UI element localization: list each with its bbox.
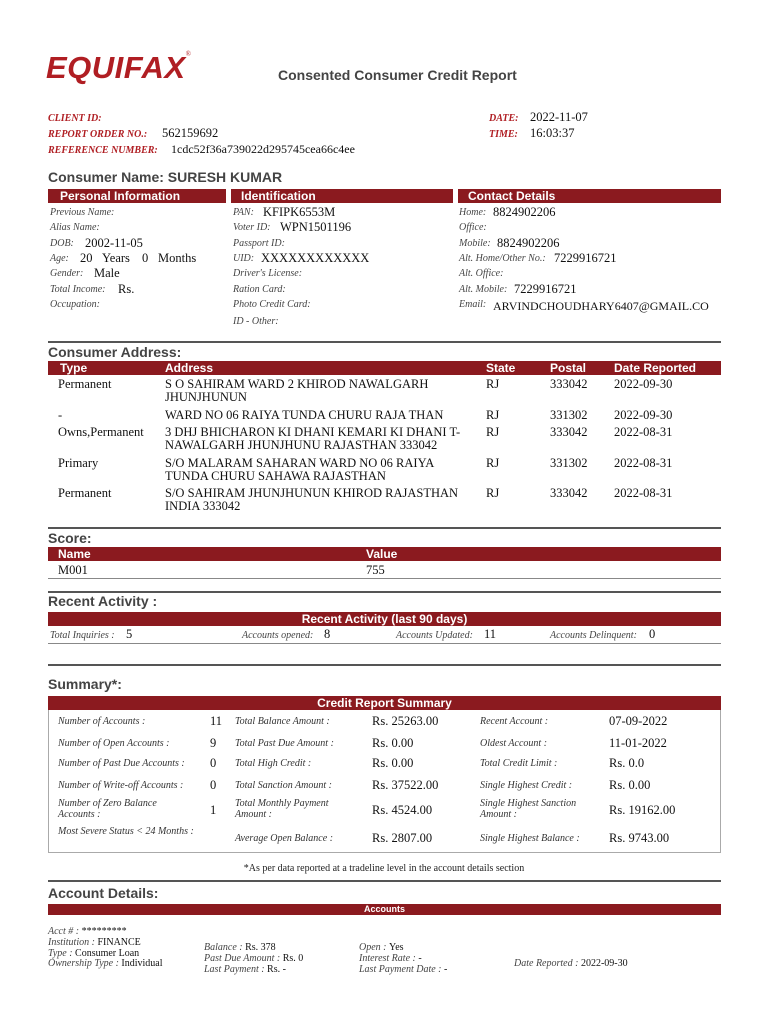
address-col-type: Type xyxy=(60,361,88,375)
open-row xyxy=(359,942,404,953)
summary-value: 07-09-2022 xyxy=(609,714,668,728)
alt-mobile-label: Alt. Mobile: xyxy=(459,284,508,295)
past-due-label: Past Due Amount : xyxy=(204,953,281,964)
previous-name-label: Previous Name: xyxy=(50,207,115,218)
address-date: 2022-09-30 xyxy=(614,377,673,391)
summary-label: Total Monthly Payment Amount : xyxy=(235,798,329,820)
score-table-header xyxy=(48,547,721,561)
summary-divider xyxy=(48,664,721,666)
summary-label: Single Highest Credit : xyxy=(480,780,573,791)
address-line2: JHUNJHUNUN xyxy=(165,390,247,404)
date-reported-label: Date Reported : xyxy=(514,958,579,969)
summary-value: Rs. 0.00 xyxy=(372,736,414,750)
report-order-label: REPORT ORDER NO.: xyxy=(48,129,148,140)
income-label: Total Income: xyxy=(50,284,106,295)
address-date: 2022-08-31 xyxy=(614,425,673,439)
gender-label: Gender: xyxy=(50,268,84,279)
summary-label: Number of Accounts : xyxy=(58,716,146,727)
address-type: - xyxy=(58,408,63,422)
date-reported-value: 2022-09-30 xyxy=(580,958,628,969)
score-name: M001 xyxy=(58,563,88,577)
report-title: Consented Consumer Credit Report xyxy=(278,67,517,83)
interest-rate-row xyxy=(359,953,422,964)
score-title: Score: xyxy=(48,530,92,546)
age-months: 0 xyxy=(142,251,149,265)
consumer-name: Consumer Name: SURESH KUMAR xyxy=(48,169,283,185)
summary-value: Rs. 0.00 xyxy=(609,778,651,792)
home-label: Home: xyxy=(459,207,487,218)
personal-info-header xyxy=(48,189,226,203)
accounts-updated-value: 11 xyxy=(484,627,497,641)
summary-footnote: *As per data reported at a tradeline level in the account details section xyxy=(243,863,525,874)
summary-value: Rs. 0.0 xyxy=(609,756,645,770)
address-divider xyxy=(48,341,721,343)
address-title: Consumer Address: xyxy=(48,344,182,360)
uid-value: XXXXXXXXXXXX xyxy=(261,251,370,265)
address-postal: 333042 xyxy=(550,486,588,500)
gender-value: Male xyxy=(94,266,120,280)
address-line1: 3 DHJ BHICHARON KI DHANI KEMARI KI DHANI T- xyxy=(165,425,461,439)
accounts-opened-label: Accounts opened: xyxy=(242,630,314,641)
summary-value: 1 xyxy=(210,803,217,817)
interest-rate-value: - xyxy=(418,953,422,964)
age-label: Age: xyxy=(50,253,69,264)
months-word: Months xyxy=(158,251,197,265)
drivers-license-label: Driver's License: xyxy=(233,268,303,279)
identification-title: Identification xyxy=(241,189,316,203)
table-row xyxy=(48,456,721,486)
past-due-value: Rs. 0 xyxy=(282,953,304,964)
summary-value: 0 xyxy=(210,756,217,770)
past-due-row xyxy=(204,953,303,964)
voter-id-value: WPN1501196 xyxy=(280,220,352,234)
uid-label: UID: xyxy=(233,253,255,264)
summary-label: Total Balance Amount : xyxy=(235,716,330,727)
address-postal: 333042 xyxy=(550,425,588,439)
address-state: RJ xyxy=(486,456,500,470)
summary-value: Rs. 37522.00 xyxy=(372,778,439,792)
address-postal: 331302 xyxy=(550,408,588,422)
summary-title: Summary*: xyxy=(48,676,122,692)
address-table-header xyxy=(48,361,721,375)
reference-label: REFERENCE NUMBER: xyxy=(48,145,158,156)
recent-activity-bar-label: Recent Activity (last 90 days) xyxy=(301,612,468,626)
age-years: 20 xyxy=(80,251,93,265)
years-word: Years xyxy=(102,251,130,265)
address-line2: TUNDA CHURU SAHAWA RAJASTHAN xyxy=(165,469,386,483)
email-label: Email: xyxy=(459,299,487,310)
alt-office-label: Alt. Office: xyxy=(459,268,504,279)
address-postal: 331302 xyxy=(550,456,588,470)
ration-card-label: Ration Card: xyxy=(233,284,286,295)
recent-activity-bar xyxy=(48,612,721,626)
address-type: Primary xyxy=(58,456,99,470)
alias-name-label: Alias Name: xyxy=(50,222,100,233)
voter-id-label: Voter ID: xyxy=(233,222,271,233)
alt-home-label: Alt. Home/Other No.: xyxy=(459,253,546,264)
summary-bar xyxy=(48,696,721,710)
passport-label: Passport ID: xyxy=(233,238,285,249)
mobile-value: 8824902206 xyxy=(497,236,560,250)
office-label: Office: xyxy=(459,222,487,233)
personal-info-title: Personal Information xyxy=(60,189,181,203)
balance-row xyxy=(204,942,276,953)
address-date: 2022-09-30 xyxy=(614,408,673,422)
occupation-label: Occupation: xyxy=(50,299,100,310)
pan-value: KFIPK6553M xyxy=(263,205,336,219)
ownership-row xyxy=(48,958,163,969)
address-line1: S O SAHIRAM WARD 2 KHIROD NAWALGARH xyxy=(165,377,429,391)
address-line1: WARD NO 06 RAIYA TUNDA CHURU RAJA THAN xyxy=(165,408,444,422)
address-date: 2022-08-31 xyxy=(614,456,673,470)
address-line1: S/O MALARAM SAHARAN WARD NO 06 RAIYA xyxy=(165,456,435,470)
table-row xyxy=(48,408,721,424)
equifax-logo: EQUIFAX® xyxy=(46,50,191,85)
summary-label: Number of Open Accounts : xyxy=(58,738,170,749)
score-col-name: Name xyxy=(58,547,91,561)
accounts-delinquent-label: Accounts Delinquent: xyxy=(550,630,637,641)
id-other-label: ID - Other: xyxy=(233,316,279,327)
summary-value: Rs. 2807.00 xyxy=(372,831,433,845)
score-divider xyxy=(48,527,721,529)
time-value: 16:03:37 xyxy=(530,126,575,140)
score-value: 755 xyxy=(366,563,385,577)
institution-value: FINANCE xyxy=(97,937,141,948)
table-row xyxy=(48,377,721,407)
last-payment-date-label: Last Payment Date : xyxy=(359,964,442,975)
address-line2: NAWALGARH JHUNJHUNU RAJASTHAN 333042 xyxy=(165,438,438,452)
address-line2: INDIA 333042 xyxy=(165,499,241,513)
dob-label: DOB: xyxy=(50,238,74,249)
summary-label: Total High Credit : xyxy=(235,758,312,769)
address-line1: S/O SAHIRAM JHUNJHUNUN KHIROD RAJASTHAN xyxy=(165,486,459,500)
summary-label: Oldest Account : xyxy=(480,738,548,749)
identification-header xyxy=(231,189,453,203)
address-col-date: Date Reported xyxy=(614,361,697,375)
summary-label: Average Open Balance : xyxy=(235,833,334,844)
balance-value: Rs. 378 xyxy=(245,942,276,953)
balance-label: Balance : xyxy=(204,942,243,953)
contact-details-title: Contact Details xyxy=(468,189,556,203)
score-row-underline xyxy=(48,578,721,579)
address-state: RJ xyxy=(486,408,500,422)
dob-value: 2002-11-05 xyxy=(85,236,143,250)
pan-label: PAN: xyxy=(233,207,254,218)
photo-credit-card-label: Photo Credit Card: xyxy=(233,299,311,310)
summary-label: Most Severe Status < 24 Months : xyxy=(58,826,194,837)
alt-home-value: 7229916721 xyxy=(554,251,617,265)
open-value: Yes xyxy=(389,942,404,953)
summary-value: Rs. 9743.00 xyxy=(609,831,670,845)
last-payment-date-value: - xyxy=(444,964,448,975)
last-payment-value: Rs. - xyxy=(267,964,286,975)
last-payment-date-row xyxy=(359,964,447,975)
summary-value: 9 xyxy=(210,736,217,750)
accounts-bar-label: Accounts xyxy=(363,904,405,914)
address-col-state: State xyxy=(486,361,516,375)
open-label: Open : xyxy=(359,942,387,953)
email-value: ARVINDCHOUDHARY6407@GMAIL.CO xyxy=(493,299,709,313)
summary-label: Number of Past Due Accounts : xyxy=(58,758,185,769)
reference-value: 1cdc52f36a739022d295745cea66c4ee xyxy=(171,142,355,156)
ownership-value: Individual xyxy=(121,958,163,969)
table-row xyxy=(48,486,721,516)
address-type: Owns,Permanent xyxy=(58,425,144,439)
last-payment-label: Last Payment : xyxy=(204,964,265,975)
address-postal: 333042 xyxy=(550,377,588,391)
client-id-label: CLIENT ID: xyxy=(48,113,102,124)
accounts-opened-value: 8 xyxy=(324,627,331,641)
last-payment-row xyxy=(204,964,286,975)
type-label: Type : xyxy=(48,948,73,959)
summary-label: Single Highest Sanction Amount : xyxy=(480,798,577,820)
address-state: RJ xyxy=(486,377,500,391)
total-inquiries-value: 5 xyxy=(126,627,133,641)
summary-label: Total Credit Limit : xyxy=(480,758,558,769)
accounts-title: Account Details: xyxy=(48,885,159,901)
income-value: Rs. xyxy=(118,282,135,296)
summary-value: 0 xyxy=(210,778,217,792)
accounts-bar xyxy=(48,904,721,915)
contact-details-header xyxy=(458,189,721,203)
address-state: RJ xyxy=(486,425,500,439)
summary-bar-label: Credit Report Summary xyxy=(317,696,452,710)
summary-value: 11-01-2022 xyxy=(609,736,667,750)
institution-label: Institution : xyxy=(48,937,95,948)
time-label: TIME: xyxy=(489,129,518,140)
address-date: 2022-08-31 xyxy=(614,486,673,500)
institution-row xyxy=(48,937,141,948)
accounts-delinquent-value: 0 xyxy=(649,627,656,641)
interest-rate-label: Interest Rate : xyxy=(359,953,416,964)
logo-text: EQUIFAX xyxy=(46,50,186,85)
summary-value: Rs. 0.00 xyxy=(372,756,414,770)
date-label: DATE: xyxy=(489,113,519,124)
acct-label: Acct # : xyxy=(48,926,80,937)
address-type: Permanent xyxy=(58,486,112,500)
mobile-label: Mobile: xyxy=(459,238,491,249)
date-value: 2022-11-07 xyxy=(530,110,588,124)
acct-number-label xyxy=(48,926,127,937)
summary-value: 11 xyxy=(210,714,223,728)
report-order-value: 562159692 xyxy=(162,126,219,140)
address-state: RJ xyxy=(486,486,500,500)
address-type: Permanent xyxy=(58,377,112,391)
accounts-updated-label: Accounts Updated: xyxy=(396,630,473,641)
alt-mobile-value: 7229916721 xyxy=(514,282,577,296)
type-value: Consumer Loan xyxy=(75,948,140,959)
date-reported-row xyxy=(514,958,628,969)
summary-label: Total Sanction Amount : xyxy=(235,780,332,791)
recent-title: Recent Activity : xyxy=(48,593,158,609)
summary-value: Rs. 25263.00 xyxy=(372,714,439,728)
accounts-divider xyxy=(48,880,721,882)
score-col-value: Value xyxy=(366,547,398,561)
summary-label: Total Past Due Amount : xyxy=(235,738,334,749)
total-inquiries-label: Total Inquiries : xyxy=(50,630,115,641)
table-row xyxy=(48,425,721,455)
summary-value: Rs. 4524.00 xyxy=(372,803,433,817)
summary-label: Number of Write-off Accounts : xyxy=(58,780,184,791)
summary-label: Number of Zero Balance Accounts : xyxy=(58,798,157,820)
email-clip xyxy=(493,297,721,313)
summary-label: Recent Account : xyxy=(480,716,549,727)
address-col-postal: Postal xyxy=(550,361,587,375)
summary-label: Single Highest Balance : xyxy=(480,833,580,844)
summary-value: Rs. 19162.00 xyxy=(609,803,676,817)
address-col-address: Address xyxy=(165,361,214,375)
recent-row-underline xyxy=(48,643,721,644)
acct-number-value: ********* xyxy=(81,926,127,937)
ownership-label: Ownership Type : xyxy=(48,958,119,969)
home-value: 8824902206 xyxy=(493,205,556,219)
